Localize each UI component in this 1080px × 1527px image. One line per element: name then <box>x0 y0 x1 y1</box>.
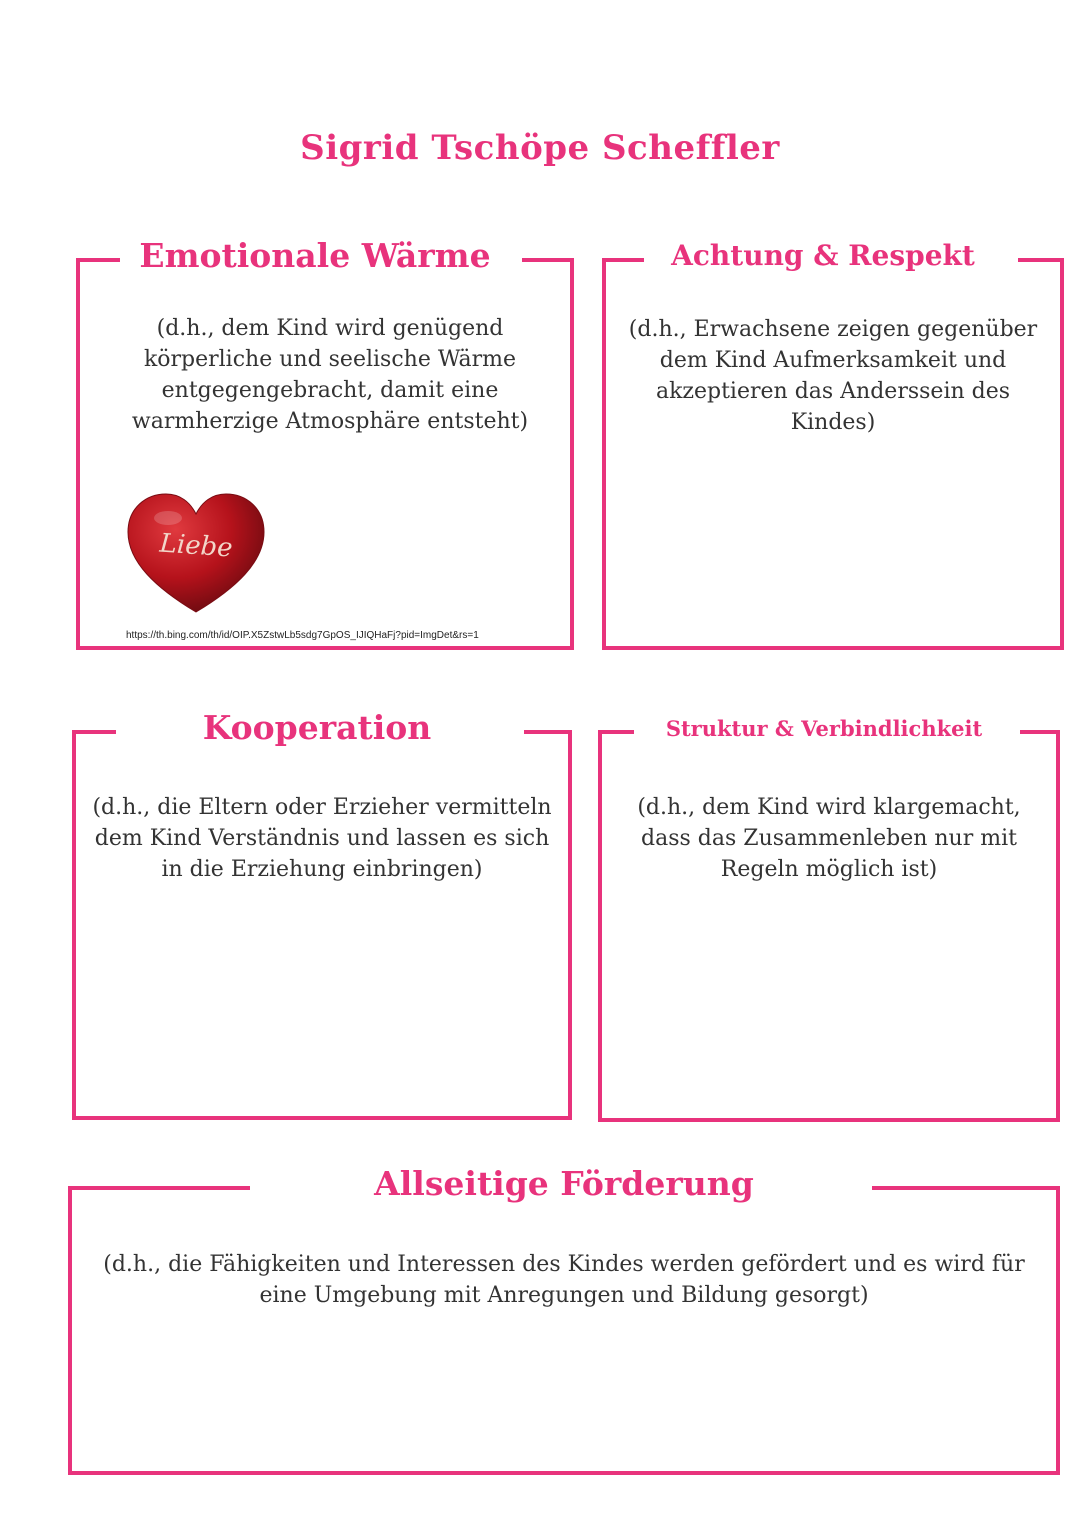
image-source-link[interactable]: https://th.bing.com/th/id/OIP.X5ZstwLb5sdg7GpOS_IJIQHaFj?pid=ImgDet&rs=1 <box>126 630 479 641</box>
card-heading: Achtung & Respekt <box>671 239 975 272</box>
heart-icon <box>126 490 266 620</box>
card-struktur <box>598 716 1060 1122</box>
heart-label: Liebe <box>158 528 234 564</box>
card-description: (d.h., Erwachsene zeigen gegenüber dem Kind Aufmerksamkeit und akzeptieren das Anderssein des Kindes) <box>628 317 1038 435</box>
card-description: (d.h., dem Kind wird genügend körperliche und seelische Wärme entgegengebracht, damit eine warmherzige Atmosphäre entsteht) <box>131 316 529 434</box>
card-description: (d.h., die Fähigkeiten und Interessen des Kindes werden gefördert und es wird für eine Umgebung mit Anregungen und Bildung gesorgt) <box>103 1252 1025 1308</box>
card-foerderung <box>68 1164 1060 1475</box>
card-description: (d.h., dem Kind wird klargemacht, dass das Zusammenleben nur mit Regeln möglich ist) <box>637 795 1021 882</box>
page-title: Sigrid Tschöpe Scheffler <box>300 128 780 168</box>
heart-image <box>126 490 266 620</box>
card-emotionale-waerme <box>76 236 574 650</box>
card-heading: Struktur & Verbindlichkeit <box>665 716 983 741</box>
card-kooperation <box>72 708 572 1120</box>
card-heading: Emotionale Wärme <box>139 236 491 275</box>
card-heading: Allseitige Förderung <box>374 1164 754 1203</box>
card-description: (d.h., die Eltern oder Erzieher vermitteln dem Kind Verständnis und lassen es sich in die Erziehung einbringen) <box>92 795 552 882</box>
card-heading: Kooperation <box>202 708 432 747</box>
card-achtung-respekt <box>602 239 1064 650</box>
